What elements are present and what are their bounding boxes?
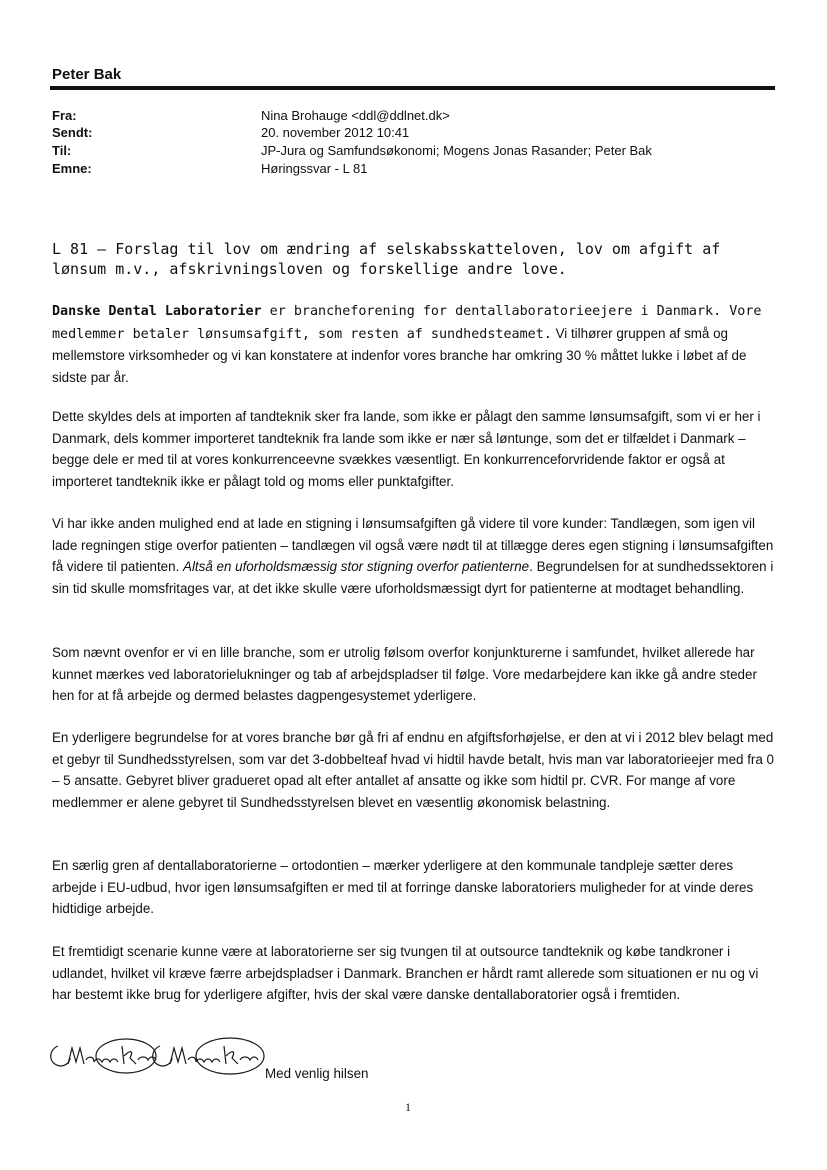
paragraph-5: En yderligere begrundelse for at vores branche bør gå fri af endnu en afgiftsforhøjelse, er den at vi i 2012 blev belagt med et gebyr til Sundhedsstyrelsen, som var det 3-dobbelteaf hvad vi hidtil havde betalt, hvis man var laboratorieejer med fra 0 – 5 ansatte. Gebyret bliver gradueret opad alt efter antallet af ansatte og ikke som hidtil pr. CVR. For mange af vore medlemmer er alene gebyret til Sundhedsstyrelsen blevet en væsentlig økonomisk belastning. — [52, 730, 774, 810]
paragraph-3-text-b: . Begrundelsen for at sundhedssektoren i sin tid skulle momsfritages var, at det ikke skulle være uforholdsmæssigt dyrt for patienterne at modtaget behandling. — [52, 559, 774, 596]
sent-value: 20. november 2012 10:41 — [261, 125, 410, 140]
paragraph-1 — [52, 300, 777, 388]
from-value: Nina Brohauge <ddl@ddlnet.dk> — [261, 108, 450, 123]
sent-label: Sendt: — [52, 125, 93, 140]
paragraph-3 — [52, 513, 777, 599]
page-number: 1 — [405, 1100, 411, 1114]
to-label: Til: — [52, 143, 72, 158]
paragraph-1-text-a: er brancheforening for dentallaboratorieejere i Danmark. Vore medlemmer betaler lønsumsafgift, som resten af sundhedsteamet. — [52, 304, 762, 342]
sender-name: Peter Bak — [52, 66, 122, 83]
from-label: Fra: — [52, 108, 77, 123]
to-value: JP-Jura og Samfundsøkonomi; Mogens Jonas Rasander; Peter Bak — [261, 143, 652, 158]
subject-value: Høringssvar - L 81 — [261, 161, 368, 176]
paragraph-2: Dette skyldes dels at importen af tandteknik sker fra lande, som ikke er pålagt den samme lønsumsafgift, som vi er her i Danmark, dels kommer importeret tandteknik fra lande som ikke er nær så løntunge, som det er tilfældet i Danmark – begge dele er med til at vores konkurrenceevne svækkes væsentligt. En konkurrenceforvridende faktor er også at importeret tandteknik ikke er pålagt told og moms eller punktafgifter. — [52, 409, 761, 489]
letter-subject: L 81 – Forslag til lov om ændring af selskabsskatteloven, lov om afgift af lønsum m.v., afskrivningsloven og forskellige andre love. — [52, 240, 721, 278]
subject-label: Emne: — [52, 161, 92, 176]
paragraph-1-text-b: Vi tilhører gruppen af små og mellemstore virksomheder og vi kan konstatere at indenfor vores branche har omkring 30 % måttet lukke i løbet af de sidste par år. — [52, 325, 747, 385]
paragraph-7: Et fremtidigt scenarie kunne være at laboratorierne ser sig tvungen til at outsource tandteknik og købe tandkroner i udlandet, hvilket vil kræve færre arbejdspladser i Danmark. Branchen er hårdt ramt allerede som situationen er nu og vi har bestemt ikke brug for yderligere afgifter, hvis der skal være danske dentallaboratorier også i fremtiden. — [52, 944, 759, 1002]
paragraph-3-italic: Altså en uforholdsmæssig stor stigning overfor patienterne — [183, 559, 530, 574]
paragraph-6: En særlig gren af dentallaboratorierne – ortodontien – mærker yderligere at den kommunale tandpleje sætter deres arbejde i EU-udbud, hvor igen lønsumsafgiften er med til at forringe danske laboratoriers muligheder for at vinde deres hidtidige arbejde. — [52, 858, 754, 916]
paragraph-4: Som nævnt ovenfor er vi en lille branche, som er utrolig følsom overfor konjunkturerne i samfundet, hvilket allerede har kunnet mærkes ved laboratorielukninger og tab af arbejdspladser til følge. Vore medarbejdere kan ikke gå andre steder hen for at få arbejde og dermed belastes dagpengesystemet yderligere. — [52, 645, 757, 703]
header-rule — [50, 86, 775, 90]
organization-name: Danske Dental Laboratorier — [52, 304, 262, 319]
paragraph-3-text-a: Vi har ikke anden mulighed end at lade en stigning i lønsumsafgiften gå videre til vore kunder: Tandlægen, som igen vil lade regningen stige overfor patienten – tandlægen vil også være nødt til at tillægge deres egen stigning i lønsumsafgiften få videre til patienten. — [52, 516, 774, 574]
handwritten-signature — [44, 1028, 274, 1078]
closing-greeting: Med venlig hilsen — [265, 1066, 369, 1081]
